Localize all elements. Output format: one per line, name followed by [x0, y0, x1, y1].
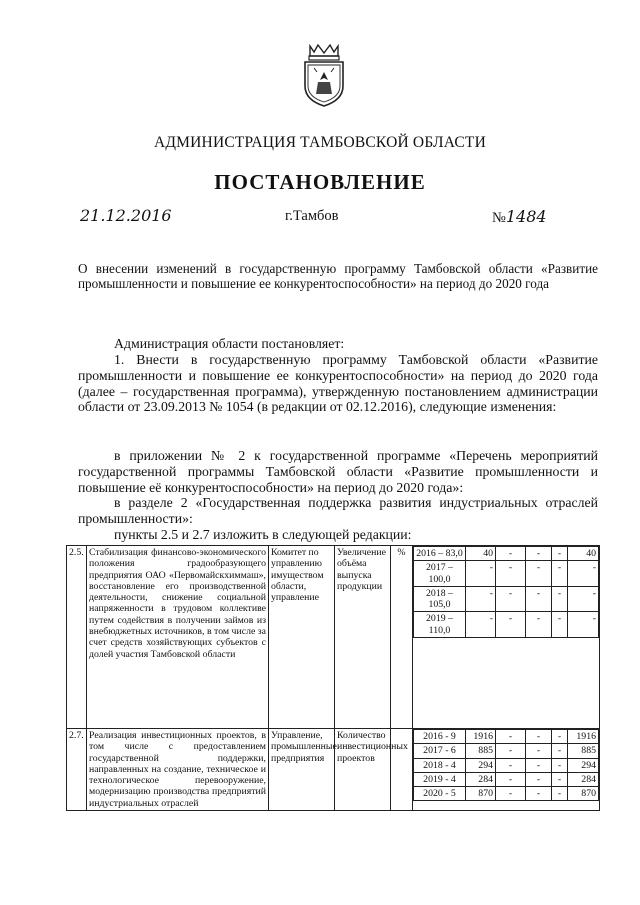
cell-value: 885	[568, 744, 599, 758]
cell-value: -	[526, 612, 552, 638]
period-value: 2019 – 110,0	[414, 612, 466, 638]
document-type: ПОСТАНОВЛЕНИЕ	[214, 170, 426, 194]
period-value: 2020 - 5	[414, 787, 466, 801]
cell-value: -	[496, 730, 526, 744]
cell-value: 294	[568, 758, 599, 772]
cell-value: -	[526, 547, 552, 561]
period-value: 2017 – 100,0	[414, 561, 466, 587]
total-value: 40	[466, 547, 496, 561]
measures-table	[66, 545, 600, 811]
cell-value: 40	[568, 547, 599, 561]
period-value: 2016 - 9	[414, 730, 466, 744]
cell-value: -	[552, 744, 568, 758]
cell-value: -	[568, 561, 599, 587]
cell-value: -	[526, 772, 552, 786]
cell-value: -	[552, 730, 568, 744]
value-row	[414, 744, 599, 758]
cell-value: -	[568, 612, 599, 638]
value-row	[414, 758, 599, 772]
cell-value: 870	[568, 787, 599, 801]
coat-of-arms-icon	[300, 42, 348, 108]
body-paragraph-3: в приложении № 2 к государственной программе «Перечень мероприятий государственной программы Тамбовской области «Развитие промышленности и повышение её конкурентоспособности» на период до 2020 года»:	[78, 448, 598, 495]
measure-description: Стабилизация финансово-экономического положения градообразующего предприятия ОАО «Первомайскхиммаш», восстановление его производственной деятельности, снижение социальной напряженности в трудовом коллективе путем содействия в получении займов из внебюджетных источников, в том числе за счет средств хозяйствующих субъектов с долей участия Тамбовской области	[87, 546, 269, 729]
cell-value: -	[552, 547, 568, 561]
cell-value: -	[526, 561, 552, 587]
cell-value: -	[526, 730, 552, 744]
cell-value: -	[526, 758, 552, 772]
cell-value: -	[526, 586, 552, 612]
period-value: 2018 – 105,0	[414, 586, 466, 612]
measure-indicator: Количество инвестиционных проектов	[335, 729, 391, 811]
document-city: г.Тамбов	[285, 208, 339, 224]
cell-value: -	[552, 612, 568, 638]
cell-value: -	[526, 787, 552, 801]
number-value: 1484	[505, 207, 547, 226]
cell-value: -	[496, 612, 526, 638]
cell-value: -	[552, 561, 568, 587]
measure-indicator: Увеличение объёма выпуска продукции	[335, 546, 391, 729]
measure-unit: %	[391, 546, 413, 729]
document-subject: О внесении изменений в государственную программу Тамбовской области «Развитие промышленности и повышение ее конкурентоспособности» на период до 2020 года	[78, 261, 598, 291]
cell-value: -	[496, 561, 526, 587]
cell-value: 284	[568, 772, 599, 786]
number-prefix: №	[492, 210, 506, 226]
cell-value: -	[552, 586, 568, 612]
values-table	[413, 729, 599, 801]
cell-value: 1916	[568, 730, 599, 744]
value-row	[414, 561, 599, 587]
total-value: 284	[466, 772, 496, 786]
cell-value: -	[496, 744, 526, 758]
value-row	[414, 547, 599, 561]
period-value: 2016 – 83,0	[414, 547, 466, 561]
cell-value: -	[496, 547, 526, 561]
total-value: 294	[466, 758, 496, 772]
cell-value: -	[496, 787, 526, 801]
cell-value: -	[568, 586, 599, 612]
row-number: 2.7.	[67, 729, 87, 811]
period-value: 2017 - 6	[414, 744, 466, 758]
cell-value: -	[496, 772, 526, 786]
total-value: 870	[466, 787, 496, 801]
period-value: 2018 - 4	[414, 758, 466, 772]
measure-executor: Комитет по управлению имуществом области, управление	[269, 546, 335, 729]
total-value: -	[466, 561, 496, 587]
value-row	[414, 586, 599, 612]
cell-value: -	[496, 586, 526, 612]
table-row	[67, 729, 600, 811]
value-row	[414, 730, 599, 744]
document-date: 21.12.2016	[80, 206, 172, 225]
measure-executor: Управление, промышленные предприятия	[269, 729, 335, 811]
period-value: 2019 - 4	[414, 772, 466, 786]
cell-value: -	[552, 772, 568, 786]
organization-title: АДМИНИСТРАЦИЯ ТАМБОВСКОЙ ОБЛАСТИ	[154, 134, 486, 151]
cell-value: -	[552, 787, 568, 801]
total-value: -	[466, 586, 496, 612]
total-value: -	[466, 612, 496, 638]
value-row	[414, 612, 599, 638]
values-table	[413, 546, 599, 638]
body-paragraph-4: в разделе 2 «Государственная поддержка развития индустриальных отраслей промышленности»:	[78, 495, 598, 526]
value-row	[414, 787, 599, 801]
cell-value: -	[496, 758, 526, 772]
body-paragraph-5: пункты 2.5 и 2.7 изложить в следующей редакции:	[114, 527, 412, 542]
total-value: 1916	[466, 730, 496, 744]
cell-value: -	[552, 758, 568, 772]
measure-description: Реализация инвестиционных проектов, в том числе с предоставлением государственной поддержки, направленных на создание, техническое и технологическое перевооружение, модернизацию производства предприятий индустриальных отраслей	[87, 729, 269, 811]
total-value: 885	[466, 744, 496, 758]
document-number	[492, 207, 547, 227]
table-row	[67, 546, 600, 729]
value-row	[414, 772, 599, 786]
body-paragraph-1: Администрация области постановляет:	[114, 336, 345, 351]
row-number: 2.5.	[67, 546, 87, 729]
cell-value: -	[526, 744, 552, 758]
body-paragraph-2: 1. Внести в государственную программу Тамбовской области «Развитие промышленности и повышение ее конкурентоспособности» на период до 2020 года (далее – государственная программа), утвержденную постановлением администрации области от 23.09.2013 № 1054 (в редакции от 02.12.2016), следующие изменения:	[78, 352, 598, 415]
